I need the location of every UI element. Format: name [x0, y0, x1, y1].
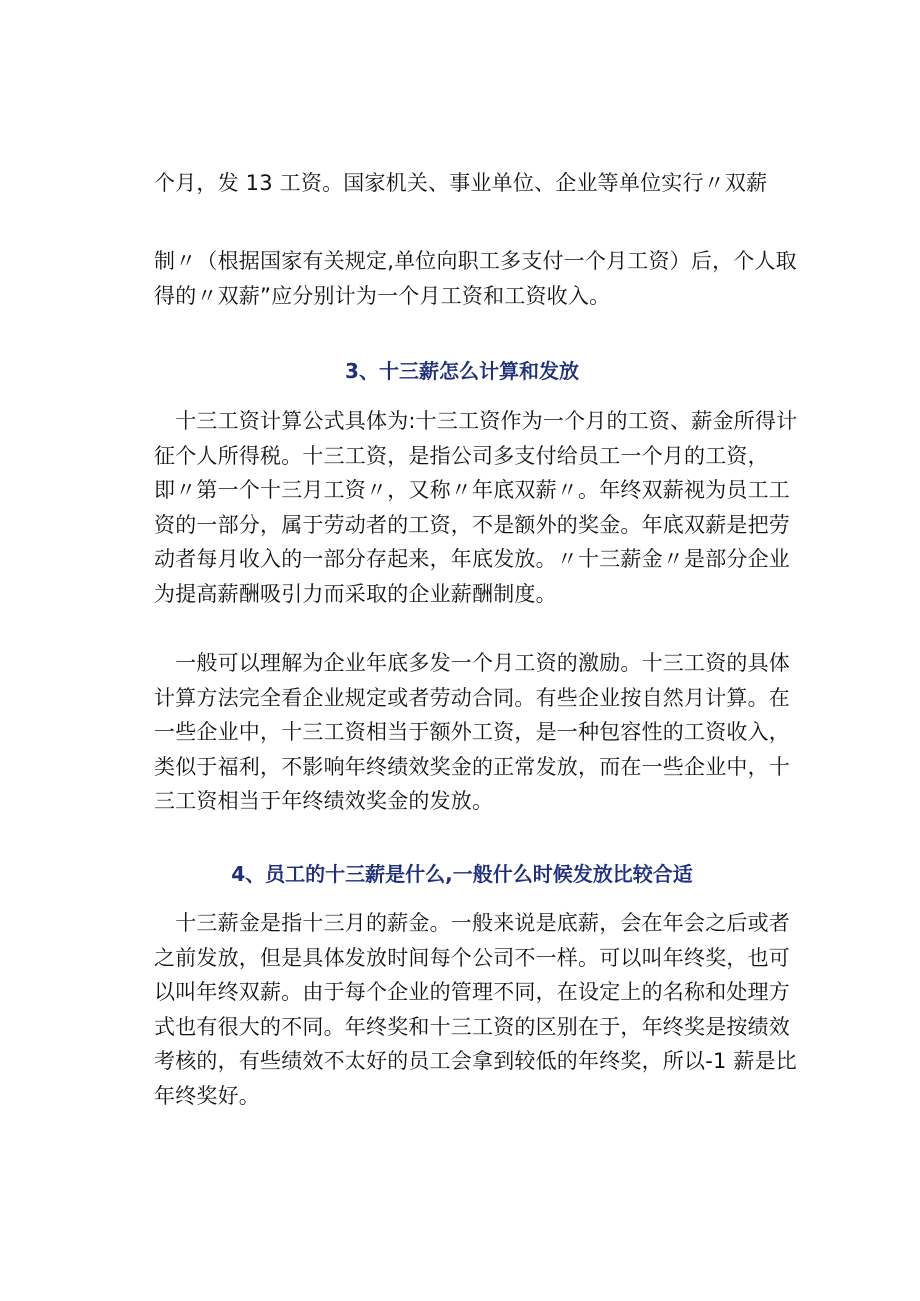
- text-line: 一些企业中，十三工资相当于额外工资，是一种包容性的工资收入，: [154, 720, 790, 744]
- intro-paragraph-line-1: [154, 166, 770, 201]
- text-line: 个月，发 13 工资。国家机关、事业单位、企业等单位实行〃双薪: [154, 171, 768, 195]
- section-3-paragraph-2: [154, 646, 790, 819]
- text-line: 征个人所得税。十三工资，是指公司多支付给员工一个月的工资，: [154, 443, 769, 468]
- text-line: 十三工资计算公式具体为:十三工资作为一个月的工资、薪金所得计: [154, 409, 798, 433]
- text-line: 类似于福利，不影响年终绩效奖金的正常发放，而在一些企业中，十: [154, 754, 790, 779]
- text-line: 得的〃双薪”应分别计为一个月工资和工资收入。: [154, 283, 611, 308]
- section-4-heading: 4、员工的十三薪是什么,一般什么时候发放比较合适: [231, 862, 693, 886]
- text-line: 式也有很大的不同。年终奖和十三工资的区别在于，年终奖是按绩效: [154, 1014, 790, 1039]
- text-line: 年终奖好。: [154, 1083, 260, 1108]
- section-3-heading: 3、十三薪怎么计算和发放: [345, 359, 579, 383]
- text-line: 制〃（根据国家有关规定,单位向职工多支付一个月工资）后，个人取: [154, 249, 797, 273]
- text-line: 动者每月收入的一部分存起来，年底发放。〃十三薪金〃是部分企业: [154, 547, 790, 571]
- text-line: 考核的，有些绩效不太好的员工会拿到较低的年终奖，所以-1 薪是比: [154, 1049, 798, 1073]
- text-line: 即〃第一个十三月工资〃，又称〃年底双薪〃。年终双薪视为员工工: [154, 478, 790, 502]
- section-3-paragraph-1: [154, 404, 798, 611]
- text-line: 以叫年终双薪。由于每个企业的管理不同，在设定上的名称和处理方: [154, 980, 790, 1004]
- text-line: 为提高薪酬吸引力而采取的企业薪酬制度。: [154, 581, 557, 606]
- text-line: 三工资相当于年终绩效奖金的发放。: [154, 789, 494, 813]
- text-line: 资的一部分，属于劳动者的工资，不是额外的奖金。年底双薪是把劳: [154, 512, 790, 537]
- section-4-paragraph-1: [154, 906, 798, 1113]
- text-line: 计算方法完全看企业规定或者劳动合同。有些企业按自然月计算。在: [154, 685, 790, 710]
- text-line: 一般可以理解为企业年底多发一个月工资的激励。十三工资的具体: [154, 651, 790, 675]
- intro-paragraph: [154, 244, 797, 313]
- text-line: 十三薪金是指十三月的薪金。一般来说是底薪，会在年会之后或者: [154, 911, 790, 935]
- text-line: 之前发放，但是具体发放时间每个公司不一样。可以叫年终奖，也可: [154, 945, 790, 970]
